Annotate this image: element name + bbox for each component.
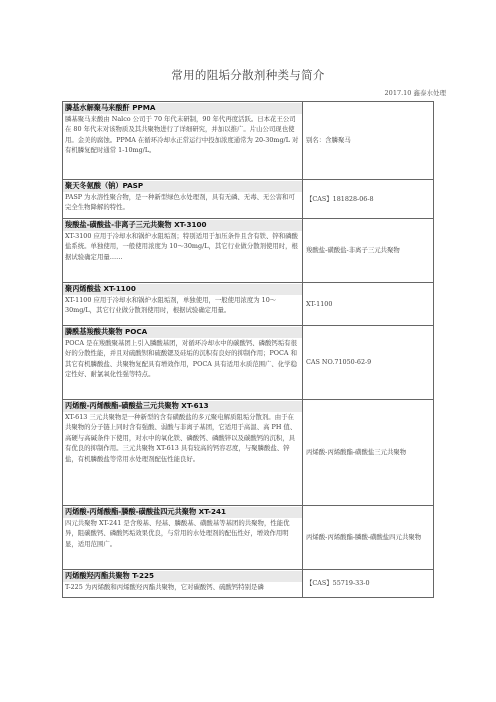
product-description: XT-1100 应用于冷却水和锅炉水阻垢剂，单独使用，一般使用浓度为 10～30mg/L，其它行业做分散剂使用时，根据试验确定用量。 [65,295,277,315]
table-row [63,326,434,400]
product-name: 聚丙烯酸盐 XT-1100 [63,284,302,295]
table-row [63,400,434,506]
product-note: XT-1100 [303,283,434,326]
table-row [63,283,434,326]
product-note: 丙烯酸-丙烯酸酯-磺酸盐三元共聚物 [303,400,434,506]
product-note: 羧酸盐-磺酸盐-非离子三元共聚物 [303,219,434,283]
table-row [63,219,434,283]
product-name: 膦基水解聚马来酸酐 PPMA [63,103,302,114]
product-description: XT-613 三元共聚物是一种新型的含有磺酸盐的多元聚电解质阻垢分散剂。由于在共聚物的分子链上同时含有强酸、弱酸与非离子基团，它适用于高温、高 PH 值、高硬与高碱条件下使用，对水中的氧化铁、磷酸钙、磷酸锌以及碳酸钙的沉积，具有优良的抑制作用。三元共聚物 XT-613 具有较高的钙容忍度，与聚膦酸盐、锌盐，有机膦酸盐等常用水处理剂配伍性能良好。 [65,412,297,463]
product-table [62,101,434,598]
product-note: CAS NO.71050-62-9 [303,326,434,400]
date-author: 2017.10 鑫泰水处理 [384,89,446,97]
row-description [63,570,303,598]
table-row [63,570,434,598]
table-row [63,180,434,219]
product-name: 丙烯酸-丙烯酸酯-膦酸-磺酸盐四元共聚物 XT-241 [63,507,302,518]
row-description [63,180,303,219]
product-description: 膦基聚马来酸由 Nalco 公司于 70 年代末研制，90 年代再度活跃。日本花王公司在 80 年代末对该物质及其共聚物进行了详细研究，并加以推广。片山公司现也使用。金美的腐蚀。PPMA 在循环冷却水正常运行中投加浓度通常为 20-30mg/L 对有机膦复配时通常 1-10mg/L。 [65,114,299,155]
product-name: 丙烯酸-丙烯酸酯-磺酸盐三元共聚物 XT-613 [63,401,302,412]
product-name: 丙烯酸羟丙酯共聚物 T-225 [63,571,302,582]
row-description [63,400,303,506]
product-note: 丙烯酸-丙烯酸酯-膦酸-磺酸盐四元共聚物 [303,506,434,570]
product-description: T-225 为丙烯酸和丙烯酸羟丙酯共聚物，它对碳酸钙、硫酸钙特别是磷 [65,582,264,591]
product-name: 聚天冬氨酸（钠）PASP [63,181,302,192]
row-description [63,283,303,326]
table-row [63,102,434,180]
product-description: PASP 为水溶性聚合物，是一种新型绿色水处理剂，具有无磷、无毒、无公害和可完全生物降解的特性。 [65,192,295,212]
row-description [63,326,303,400]
document-title: 常用的阻垢分散剂种类与简介 [171,68,325,82]
product-description: POCA 是在羧酸聚基团上引入膦酸基团，对循环冷却水中的碳酸钙、磷酸钙垢有很好的分散性能，并且对硫酸钡和硫酸锶及硅垢的沉积有良好的抑制作用；POCA 和其它有机膦酸盐、共聚物复配具有增效作用，POCA 具有适用水质范围广、化学稳定性好、耐氯氧化性强等特点。 [65,338,297,379]
row-description [63,219,303,283]
row-description [63,506,303,570]
table-row [63,506,434,570]
product-description: 四元共聚物 XT-241 是含羧基、羟基、膦酸基、磺酸基等基团的共聚物，性能优异，阻碳酸钙、磷酸钙垢效果优良，与常用的水处理剂的配伍性好，增效作用明显，适用范围广。 [65,518,290,548]
product-note: 【CAS】55719-33-0 [303,570,434,598]
product-name: 膦酰基羧酸共聚物 POCA [63,327,302,338]
product-description: XT-3100 应用于冷却水和锅炉水阻垢剂；特别适用于加压条件且含有铁、锌和磷酸盐系统。单独使用，一般使用浓度为 10～30mg/L，其它行业做分散剂使用时，根据试验确定用量…… [65,231,298,261]
product-note: 【CAS】181828-06-8 [303,180,434,219]
row-description [63,102,303,180]
product-name: 羧酸盐-磺酸盐-非离子三元共聚物 XT-3100 [63,220,302,231]
product-note: 别名：含膦聚马 [303,102,434,180]
